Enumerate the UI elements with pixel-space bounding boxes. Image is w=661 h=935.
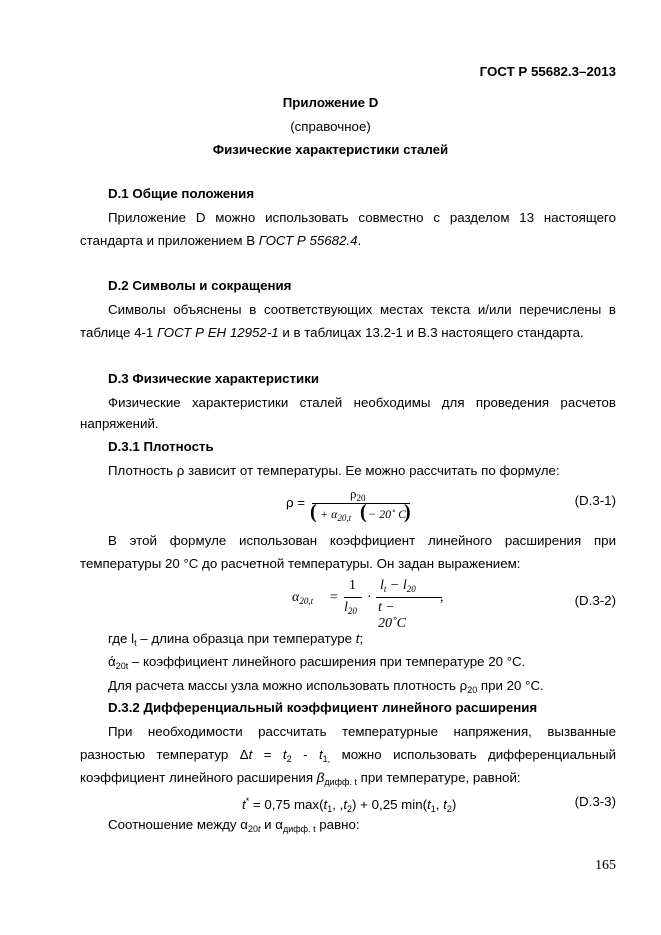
where-clause-2: $ά_{20t}$ – коэффициент линейного расширения при температуре 20 °С. [108,654,526,671]
section-d2-line2 [80,324,616,341]
ratio-sentence: Соотношение между $\alpha_{20t}$ и $\alpha_{дифф. t}$ равно: [108,817,360,834]
where-clause-1: где $l_t$ – длина образца при температуре t; [108,631,364,648]
equation-d3-2 [292,578,444,631]
eq1-denominator-alpha: + $\alpha_{20,t}$ [320,507,352,523]
where-clause-3: Для расчета массы узла можно использовать плотность $\rho_{20}$ при 20 °С. [108,678,544,695]
eq2-dot: · [367,590,372,605]
section-d3-line1: Физические характеристики сталей необходимы для проведения расчетов [108,395,616,410]
d1-text-a: стандарта и приложением В [80,233,259,248]
eq1-left-paren: ( [310,501,317,523]
eq2-f2-denominator: t − 20˚C [378,600,406,631]
section-d31-heading: D.3.1 Плотность [108,439,214,454]
eq2-comma: , [440,590,444,605]
equation-d3-3: t* = 0,75 $\max(t_1$, $,t_2) + 0,25$ $\min(t_1$, $t_2$) [242,796,457,814]
page-number: 165 [595,858,616,873]
eq1-denominator-rest: − 20˚ C [368,507,407,521]
section-d1-line1: Приложение D можно использовать совместно с разделом 13 настоящего [108,210,616,225]
section-d1-heading: D.1 Общие положения [108,186,255,201]
section-d32-line3: коэффициент линейного расширения $\beta_{дифф. t}$ при температуре, равной: [80,770,521,787]
eq1-numerator: $\rho_{20}$ [350,486,366,503]
section-d3-heading: D.3 Физические характеристики [108,371,320,386]
section-d32-heading: D.3.2 Дифференциальный коэффициент линейного расширения [108,700,538,715]
eq2-f2-bar [376,597,442,598]
eq2-f1-denominator: $l_{20}$ [344,600,357,616]
section-d2-line1: Символы объяснены в соответствующих местах текста и/или перечислены в [108,302,616,317]
section-d2-heading: D.2 Символы и сокращения [108,278,292,293]
eq1-inner-left-paren: ( [360,501,367,523]
d2-text-b: и в таблицах 13.2-1 и В.3 настоящего стандарта. [278,325,584,340]
d2-text-a: таблице 4-1 [80,325,158,340]
equation-d3-1-number: (D.3-1) [574,493,616,508]
document-code: ГОСТ Р 55682.3–2013 [479,64,616,79]
section-d31-intro: Плотность ρ зависит от температуры. Ее можно рассчитать по формуле: [108,463,560,478]
section-d31-para2: температуры 20 °С до расчетной температуры. Он задан выражением: [80,556,521,571]
d1-reference: ГОСТ Р 55682.4 [258,233,358,248]
equation-d3-3-number: (D.3-3) [574,794,616,809]
annex-status: (справочное) [290,119,371,134]
d2-reference: ГОСТ Р ЕН 12952-1 [157,325,279,340]
eq2-f2-numerator: $l_t - l_{20}$ [380,578,416,594]
section-d3-line2: напряжений. [80,416,159,431]
equation-d3-1 [286,484,426,528]
section-d32-line1: При необходимости рассчитать температурные напряжения, вызванные [108,724,616,739]
section-d1-line2 [80,232,616,249]
eq1-right-paren: ) [404,501,411,523]
annex-subject: Физические характеристики сталей [212,142,449,157]
d1-text-b: . [357,233,362,248]
eq2-lhs: $\alpha_{20,t}$ [292,590,314,606]
eq1-lhs: ρ = [286,495,306,510]
eq2-f1-bar [344,597,362,598]
section-d32-line2: разностью температур $\Delta t = t_2 - t_{1,}$ можно использовать дифференциальный [80,747,616,764]
annex-title: Приложение D [282,95,379,110]
section-d31-para1: В этой формуле использован коэффициент линейного расширения при [108,533,616,548]
eq2-f1-numerator: 1 [349,578,356,593]
equation-d3-2-number: (D.3-2) [574,593,616,608]
eq2-equals: = [330,590,338,605]
